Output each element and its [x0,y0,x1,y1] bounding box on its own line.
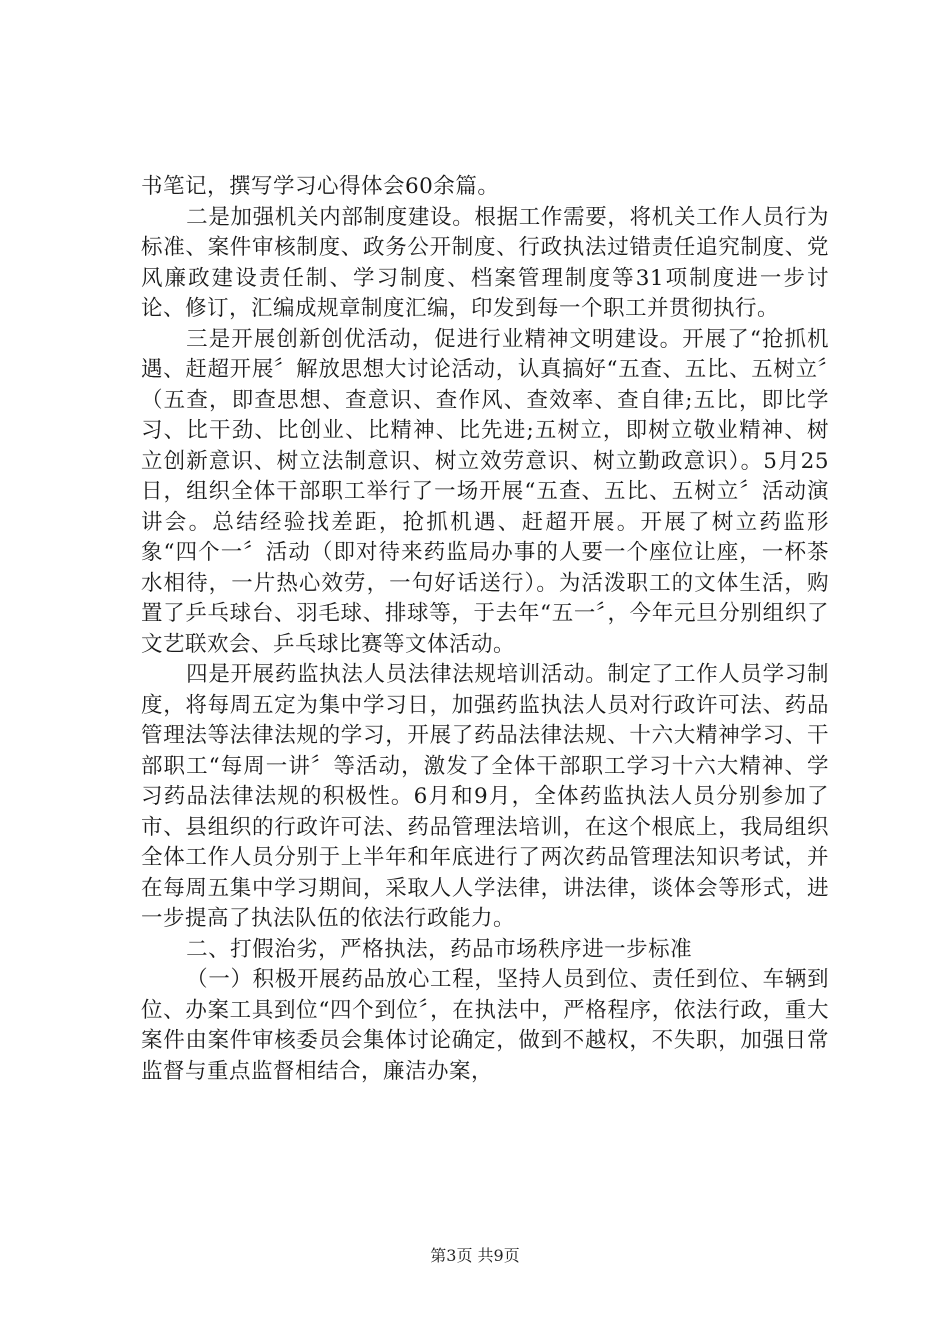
paragraph-4: 四是开展药监执法人员法律法规培训活动。制定了工作人员学习制度，将每周五定为集中学习日，加强药监执法人员对行政许可法、药品管理法等法律法规的学习，开展了药品法律法规、十六大精神学习、干部职工“每周一讲〞等活动，激发了全体干部职工学习十六大精神、学习药品法律法规的积极性。6月和9月，全体药监执法人员分别参加了市、县组织的行政许可法、药品管理法培训，在这个根底上，我局组织全体工作人员分别于上半年和年底进行了两次药品管理法知识考试，并在每周五集中学习期间，采取人人学法律，讲法律，谈体会等形式，进一步提高了执法队伍的依法行政能力。 [141,662,829,931]
paragraph-2: 二是加强机关内部制度建设。根据工作需要，将机关工作人员行为标准、案件审核制度、政务公开制度、行政执法过错责任追究制度、党风廉政建设责任制、学习制度、档案管理制度等31项制度进一步讨论、修订，汇编成规章制度汇编，印发到每一个职工并贯彻执行。 [141,204,829,321]
page-number-footer: 第3页 共9页 [430,1246,520,1265]
document-body [141,172,829,1087]
paragraph-1: 书笔记，撰写学习心得体会60余篇。 [141,174,500,199]
section-heading: 二、打假治劣，严格执法，药品市场秩序进一步标准 [186,936,693,962]
paragraph-3: 三是开展创新创优活动，促进行业精神文明建设。开展了“抢抓机遇、赶超开展〞解放思想大讨论活动，认真搞好“五查、五比、五树立〞（五查，即查思想、查意识、查作风、查效率、查自律;五比，即比学习、比干劲、比创业、比精神、比先进;五树立，即树立敬业精神、树立创新意识、树立法制意识、树立效劳意识、树立勤政意识）。5月25日，组织全体干部职工举行了一场开展“五查、五比、五树立〞活动演讲会。总结经验找差距，抢抓机遇、赶超开展。开展了树立药监形象“四个一〞活动（即对待来药监局办事的人要一个座位让座，一杯茶水相待，一片热心效劳，一句好话送行）。为活泼职工的文体生活，购置了乒乓球台、羽毛球、排球等，于去年“五一〞，今年元旦分别组织了文艺联欢会、乒乓球比赛等文体活动。 [141,326,829,657]
paragraph-5: （一）积极开展药品放心工程，坚持人员到位、责任到位、车辆到位、办案工具到位“四个到位〞，在执法中，严格程序，依法行政，重大案件由案件审核委员会集体讨论确定，做到不越权，不失职，加强日常监督与重点监督相结合，廉洁办案， [141,967,829,1084]
